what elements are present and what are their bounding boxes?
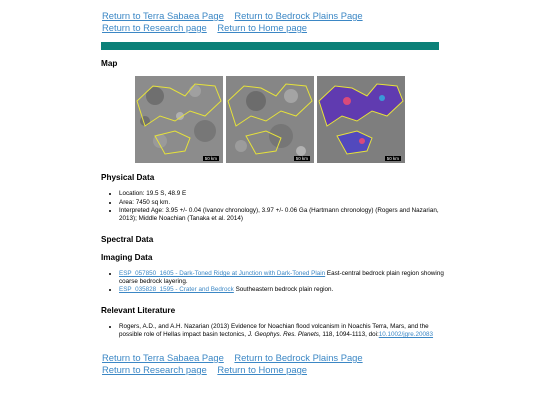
list-item <box>119 270 449 286</box>
reference-item <box>119 323 449 339</box>
hirise-image-link[interactable]: ESP_035828_1595 - Crater and Bedrock <box>119 286 234 294</box>
doi-link[interactable]: 10.1002/jgre.20083 <box>378 330 434 338</box>
physical-data-heading: Physical Data <box>101 173 155 182</box>
bedrock-plains-link[interactable]: Return to Bedrock Plains Page <box>234 10 363 21</box>
image-description: Southeastern bedrock plain region. <box>233 286 334 294</box>
hirise-image-link[interactable]: ESP_057850_1605 - Dark-Toned Ridge at Junction with Dark-Toned Plain <box>119 270 326 277</box>
terra-sabaea-link[interactable]: Return to Terra Sabaea Page <box>102 352 224 363</box>
physical-data-list <box>110 190 449 223</box>
research-page-link[interactable]: Return to Research page <box>102 364 207 375</box>
research-page-link[interactable]: Return to Research page <box>102 22 207 33</box>
terra-sabaea-link[interactable]: Return to Terra Sabaea Page <box>102 10 224 21</box>
location-item: • Location: 19.5 S, 48.9 E <box>119 190 449 198</box>
scale-label: 50 km <box>295 156 308 161</box>
area-item: • Area: 7450 sq km. <box>119 199 449 207</box>
header-bar <box>101 42 439 50</box>
bottom-navigation <box>102 352 371 376</box>
map-figure <box>135 76 405 163</box>
literature-list <box>110 323 449 339</box>
reference-text: Rogers, A.D., and A.H. Nazarian (2013) Evidence for Noachian flood volcanism in Noachis Terra, Mars, and the possible role of Hellas impact basin tectonics, <box>119 323 429 338</box>
map-heading: Map <box>101 59 118 68</box>
map-panel-middle <box>226 76 314 163</box>
literature-heading: Relevant Literature <box>101 306 176 315</box>
top-navigation <box>102 10 371 34</box>
imaging-data-list <box>110 270 449 295</box>
bedrock-plains-link[interactable]: Return to Bedrock Plains Page <box>234 352 363 363</box>
home-page-link[interactable]: Return to Home page <box>217 364 308 375</box>
image-description: East-central bedrock plain region showing coarse bedrock layering. <box>119 270 444 285</box>
map-panel-right <box>317 76 405 163</box>
list-item <box>119 286 449 294</box>
spectral-data-heading: Spectral Data <box>101 235 154 244</box>
reference-tail: , 118, 1094-1113, doi: <box>318 330 379 338</box>
scale-label: 50 km <box>204 156 217 161</box>
scale-label: 50 km <box>386 156 399 161</box>
map-panel-left <box>135 76 223 163</box>
imaging-data-heading: Imaging Data <box>101 253 153 262</box>
home-page-link[interactable]: Return to Home page <box>217 22 308 33</box>
age-item: • Interpreted Age: 3.95 +/- 0.04 (Ivanov chronology), 3.97 +/- 0.06 Ga (Hartmann chronology) (Rogers and Nazarian, 2013); Middle Noachian (Tanaka et al. 2014) <box>119 207 449 223</box>
journal-name: J. Geophys. Res. Planets <box>247 330 319 338</box>
